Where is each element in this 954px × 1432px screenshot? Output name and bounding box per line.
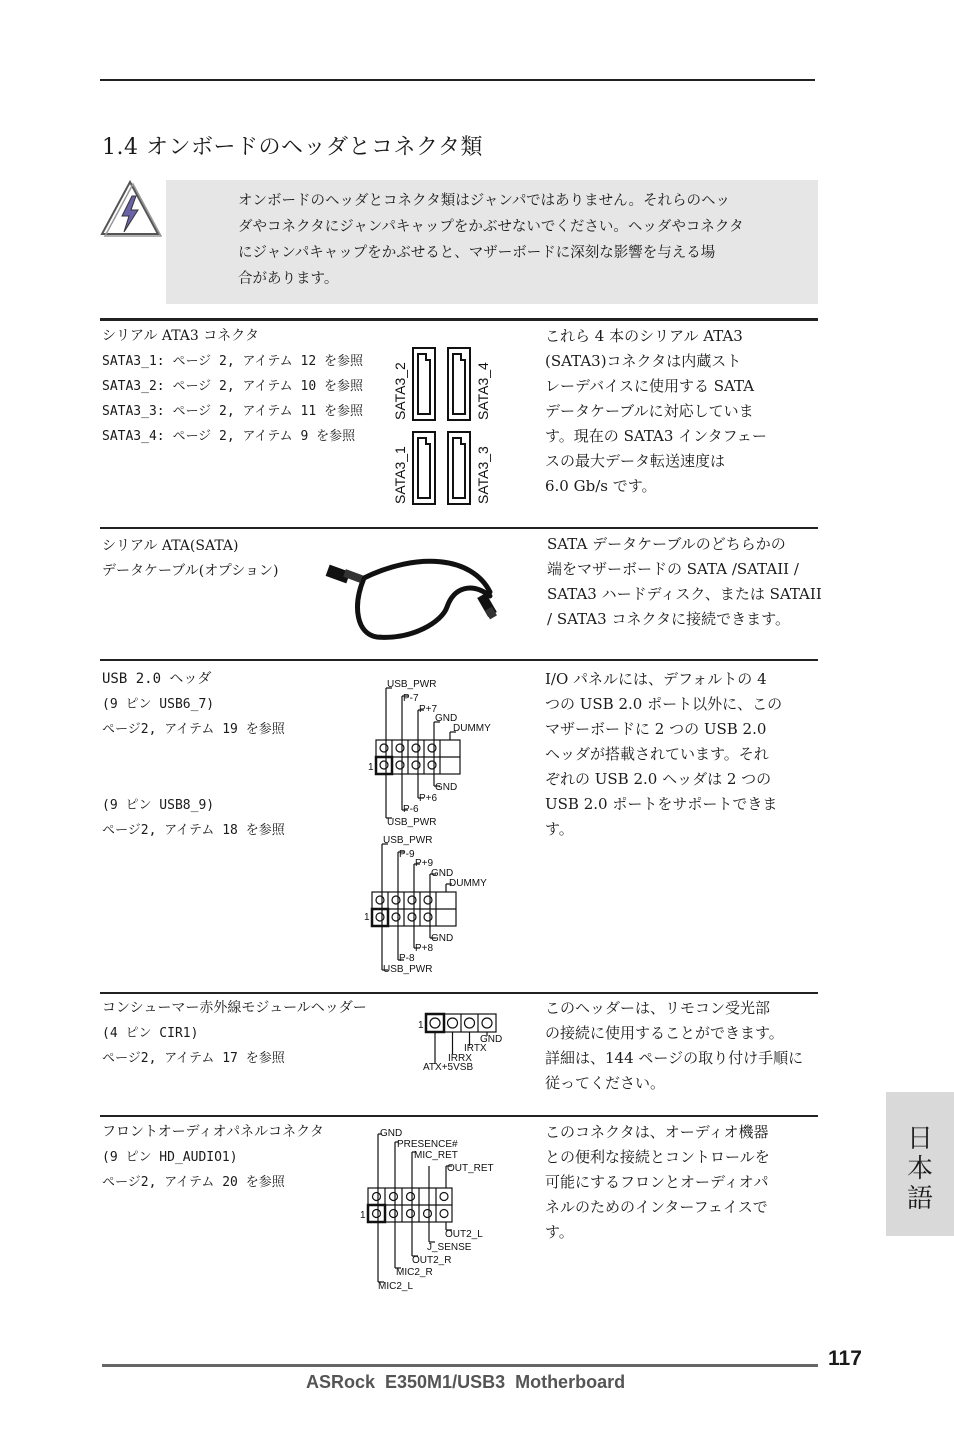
language-tab — [886, 1092, 954, 1236]
desc-line: USB 2.0 ポートをサポートできま — [545, 795, 778, 813]
desc-line: SATA3 ハードディスク、または SATAII — [547, 585, 822, 603]
caution-text — [238, 188, 778, 292]
usb-header-diagram-1 — [362, 674, 512, 830]
pin-label: USB_PWR — [383, 835, 433, 846]
pin-one-label: 1 — [364, 912, 370, 923]
page-number: 117 — [828, 1347, 862, 1370]
tab-char: 本 — [906, 1154, 933, 1184]
desc-line: つの USB 2.0 ポート以外に、この — [545, 695, 783, 713]
desc-line: ネルのためのインターフェイスで — [545, 1198, 768, 1216]
pin-label: USB_PWR — [383, 964, 433, 975]
cable-subtitle: データケーブル(オプション) — [102, 563, 279, 579]
section-divider — [100, 527, 818, 529]
pin-label: PRESENCE# — [397, 1139, 458, 1150]
top-rule — [100, 79, 815, 81]
pin-label: OUT_RET — [447, 1163, 494, 1174]
usb-header-diagram-2 — [358, 830, 512, 978]
desc-line: との便利な接続とコントロールを — [545, 1148, 770, 1166]
caution-icon — [98, 178, 162, 240]
desc-line: 詳細は、144 ページの取り付け手順に — [545, 1049, 804, 1067]
pin-label: P+7 — [419, 704, 438, 715]
pin-label: GND — [380, 1128, 403, 1139]
sata-label: SATA3_3 — [475, 446, 491, 504]
desc-line: SATA データケーブルのどちらかの — [547, 535, 786, 553]
pin-label: P+8 — [415, 943, 434, 954]
pin-label: P-9 — [399, 849, 415, 860]
tab-char: 日 — [906, 1124, 933, 1154]
usb-desc — [545, 667, 782, 842]
tab-char: 語 — [906, 1184, 933, 1214]
desc-line: の接続に使用することができます。 — [545, 1024, 784, 1042]
desc-line: データケーブルに対応していま — [545, 402, 754, 420]
ir-ref: ページ2, アイテム 17 を参照 — [102, 1051, 285, 1066]
sata-cable-image — [322, 552, 518, 644]
sata-connector-diagram — [388, 342, 500, 510]
section-divider — [100, 659, 818, 661]
pin-label: IRRX — [448, 1053, 472, 1064]
footer-title: ASRock E350M1/USB3 Motherboard — [306, 1372, 626, 1392]
desc-line: スの最大データ転送速度は — [545, 452, 726, 470]
usb-labels-2 — [102, 793, 285, 843]
pin-label: GND — [480, 1034, 503, 1045]
pin-label: MIC2_R — [396, 1267, 433, 1278]
audio-ref: ページ2, アイテム 20 を参照 — [102, 1175, 285, 1190]
audio-labels — [102, 1120, 324, 1195]
usb-ref: ページ2, アイテム 19 を参照 — [102, 722, 285, 737]
desc-line: レーデバイスに使用する SATA — [545, 377, 755, 395]
cable-title: シリアル ATA(SATA) — [102, 538, 239, 554]
sata-desc — [545, 324, 767, 499]
caution-line: オンボードのヘッダとコネクタ類はジャンパではありません。それらのヘッ — [238, 193, 730, 209]
pin-label: GND — [435, 713, 458, 724]
desc-line: す。現在の SATA3 インタフェー — [545, 427, 767, 445]
pin-label: P+6 — [419, 793, 438, 804]
footer-rule — [102, 1364, 818, 1367]
pin-one-label: 1 — [368, 762, 374, 773]
pin-label: DUMMY — [449, 878, 487, 889]
pin-label: USB_PWR — [387, 679, 437, 690]
desc-line: 可能にするフロンとオーディオパ — [545, 1173, 769, 1191]
sata-label: SATA3_2 — [392, 362, 408, 420]
desc-line: このコネクタは、オーディオ機器 — [545, 1123, 769, 1141]
section-divider — [100, 318, 818, 321]
desc-line: 従ってください。 — [545, 1074, 666, 1092]
sata-title: シリアル ATA3 コネクタ — [102, 328, 259, 344]
pin-label: OUT2_L — [445, 1229, 483, 1240]
pin-label: P+9 — [415, 858, 434, 869]
usb-labels — [102, 667, 285, 742]
usb-ref: ページ2, アイテム 18 を参照 — [102, 823, 285, 838]
pin-label: GND — [435, 782, 458, 793]
pin-label: MIC2_L — [378, 1281, 414, 1292]
desc-line: これら 4 本のシリアル ATA3 — [545, 327, 743, 345]
desc-line: す。 — [545, 820, 574, 838]
desc-line: / SATA3 コネクタに接続できます。 — [547, 610, 790, 628]
desc-line: (SATA3)コネクタは内蔵スト — [545, 352, 742, 370]
caution-line: ダやコネクタにジャンパキャップをかぶせないでください。ヘッダやコネクタ — [238, 219, 744, 235]
desc-line: ヘッダが搭載されています。それ — [545, 745, 769, 763]
sata-ref: SATA3_1: ページ 2, アイテム 12 を参照 — [102, 354, 363, 369]
ir-labels — [102, 996, 367, 1071]
pin-label: J_SENSE — [427, 1242, 472, 1253]
pin-label: IRTX — [464, 1043, 487, 1054]
pin-label: MIC_RET — [414, 1150, 458, 1161]
usb-title: USB 2.0 ヘッダ — [102, 671, 212, 687]
sata-ref: SATA3_3: ページ 2, アイテム 11 を参照 — [102, 404, 363, 419]
ir-header-diagram — [414, 1008, 518, 1074]
sata-label: SATA3_1 — [392, 446, 408, 504]
cable-desc — [547, 532, 822, 632]
pin-label: P-6 — [403, 804, 419, 815]
desc-line: マザーボードに 2 つの USB 2.0 — [545, 720, 767, 738]
caution-line: にジャンパキャップをかぶせると、マザーボードに深刻な影響を与える場 — [238, 245, 716, 261]
pin-label: GND — [431, 933, 454, 944]
section-divider — [100, 992, 818, 994]
sata-ref: SATA3_2: ページ 2, アイテム 10 を参照 — [102, 379, 363, 394]
section-title: 1.4 オンボードのヘッダとコネクタ類 — [102, 135, 484, 160]
desc-line: 6.0 Gb/s です。 — [545, 477, 657, 495]
audio-header-diagram — [356, 1124, 506, 1296]
caution-line: 合があります。 — [238, 271, 339, 287]
pin-label: GND — [431, 868, 454, 879]
pin-label: USB_PWR — [387, 817, 437, 828]
section-divider — [100, 1115, 818, 1117]
pin-label: P-7 — [403, 693, 419, 704]
sata-labels — [102, 324, 363, 449]
desc-line: 端をマザーボードの SATA /SATAII / — [547, 560, 799, 578]
pin-label: DUMMY — [453, 723, 491, 734]
pin-label: P-8 — [399, 953, 415, 964]
audio-desc — [545, 1120, 770, 1245]
desc-line: I/O パネルには、デフォルトの 4 — [545, 670, 767, 688]
cable-labels — [102, 534, 278, 584]
usb-pin: (9 ピン USB8_9) — [102, 798, 215, 813]
audio-pin: (9 ピン HD_AUDIO1) — [102, 1150, 238, 1165]
audio-title: フロントオーディオパネルコネクタ — [102, 1124, 324, 1140]
desc-line: ぞれの USB 2.0 ヘッダは 2 つの — [545, 770, 772, 788]
ir-pin: (4 ピン CIR1) — [102, 1026, 199, 1041]
ir-title: コンシューマー赤外線モジュールヘッダー — [102, 1000, 367, 1016]
pin-one-label: 1 — [418, 1020, 424, 1031]
sata-label: SATA3_4 — [475, 362, 491, 420]
pin-label: OUT2_R — [412, 1255, 452, 1266]
desc-line: このヘッダーは、リモコン受光部 — [545, 999, 771, 1017]
sata-ref: SATA3_4: ページ 2, アイテム 9 を参照 — [102, 429, 356, 444]
pin-label: ATX+5VSB — [423, 1062, 474, 1073]
desc-line: す。 — [545, 1223, 574, 1241]
pin-one-label: 1 — [360, 1210, 366, 1221]
usb-pin: (9 ピン USB6_7) — [102, 697, 215, 712]
ir-desc — [545, 996, 803, 1096]
